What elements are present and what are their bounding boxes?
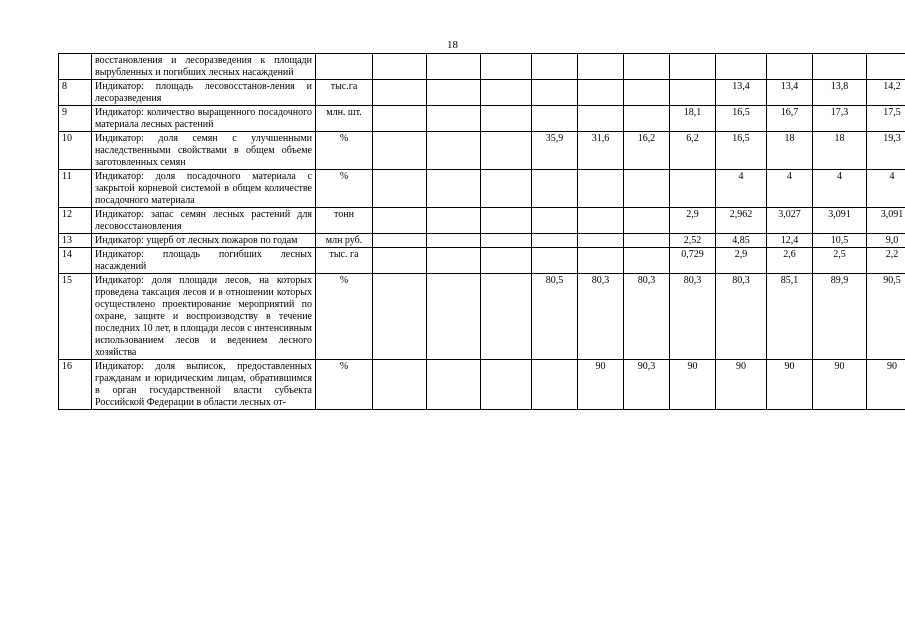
row-number-cell (59, 54, 92, 80)
value-cell (427, 234, 481, 248)
value-cell (427, 170, 481, 208)
value-cell (578, 248, 624, 274)
value-cell: 80,3 (670, 274, 716, 360)
value-cell: 6,2 (670, 132, 716, 170)
value-cell: 90,5 (867, 274, 905, 360)
value-cell (427, 54, 481, 80)
value-cell: 19,3 (867, 132, 905, 170)
value-cell (481, 54, 532, 80)
value-cell: 90 (578, 360, 624, 410)
value-cell (373, 274, 427, 360)
value-cell: 9,0 (867, 234, 905, 248)
value-cell (716, 54, 767, 80)
table-row (59, 106, 905, 132)
value-cell (767, 54, 813, 80)
unit-cell (316, 54, 373, 80)
value-cell (373, 54, 427, 80)
value-cell: 16,2 (624, 132, 670, 170)
value-cell: 16,5 (716, 132, 767, 170)
value-cell: 4 (867, 170, 905, 208)
value-cell: 3,091 (867, 208, 905, 234)
row-number-cell: 12 (59, 208, 92, 234)
value-cell (427, 106, 481, 132)
row-number-cell: 16 (59, 360, 92, 410)
value-cell (532, 208, 578, 234)
value-cell: 13,8 (813, 80, 867, 106)
value-cell: 89,9 (813, 274, 867, 360)
indicator-name-cell: Индикатор: доля площади лесов, на которых проведена таксация лесов и в отношении которых осуществлено проектирование мероприятий по охране, защите и воспроизводству в течение последних 10 лет, в площади лесов с интенсивным использованием лесов и ведением лесного хозяйства (92, 274, 316, 360)
value-cell (578, 54, 624, 80)
value-cell (624, 54, 670, 80)
value-cell (532, 234, 578, 248)
value-cell: 2,52 (670, 234, 716, 248)
value-cell: 80,5 (532, 274, 578, 360)
table-row (59, 170, 905, 208)
value-cell (578, 208, 624, 234)
value-cell: 2,9 (670, 208, 716, 234)
table-row (59, 132, 905, 170)
value-cell: 4 (716, 170, 767, 208)
value-cell (427, 248, 481, 274)
table-row (59, 80, 905, 106)
value-cell (624, 80, 670, 106)
value-cell: 31,6 (578, 132, 624, 170)
value-cell (867, 54, 905, 80)
value-cell: 12,4 (767, 234, 813, 248)
value-cell (481, 208, 532, 234)
value-cell: 4 (767, 170, 813, 208)
value-cell: 90 (716, 360, 767, 410)
unit-cell: % (316, 274, 373, 360)
indicator-table (58, 53, 905, 410)
value-cell (427, 80, 481, 106)
value-cell: 16,5 (716, 106, 767, 132)
value-cell (670, 170, 716, 208)
value-cell (481, 274, 532, 360)
unit-cell: тонн (316, 208, 373, 234)
value-cell (373, 234, 427, 248)
value-cell: 0,729 (670, 248, 716, 274)
value-cell: 90 (867, 360, 905, 410)
value-cell (624, 170, 670, 208)
value-cell (532, 248, 578, 274)
value-cell: 90,3 (624, 360, 670, 410)
value-cell (427, 274, 481, 360)
value-cell (624, 208, 670, 234)
value-cell: 90 (767, 360, 813, 410)
value-cell: 3,091 (813, 208, 867, 234)
value-cell (481, 360, 532, 410)
value-cell (813, 54, 867, 80)
value-cell: 16,7 (767, 106, 813, 132)
value-cell (481, 80, 532, 106)
value-cell (578, 170, 624, 208)
value-cell (481, 248, 532, 274)
value-cell: 80,3 (716, 274, 767, 360)
value-cell: 2,5 (813, 248, 867, 274)
value-cell (670, 54, 716, 80)
table-row (59, 248, 905, 274)
value-cell: 2,2 (867, 248, 905, 274)
value-cell: 35,9 (532, 132, 578, 170)
value-cell: 4 (813, 170, 867, 208)
table-row (59, 234, 905, 248)
value-cell: 80,3 (624, 274, 670, 360)
value-cell: 80,3 (578, 274, 624, 360)
row-number-cell: 14 (59, 248, 92, 274)
unit-cell: тыс.га (316, 80, 373, 106)
page-number: 18 (447, 39, 458, 51)
value-cell: 2,9 (716, 248, 767, 274)
value-cell: 4,85 (716, 234, 767, 248)
table-row (59, 360, 905, 410)
value-cell: 10,5 (813, 234, 867, 248)
value-cell: 14,2 (867, 80, 905, 106)
value-cell (481, 132, 532, 170)
value-cell (427, 132, 481, 170)
value-cell (532, 170, 578, 208)
indicator-name-cell: Индикатор: площадь погибших лесных насаждений (92, 248, 316, 274)
indicator-name-cell: Индикатор: запас семян лесных растений для лесовосстановления (92, 208, 316, 234)
value-cell (373, 80, 427, 106)
value-cell (373, 248, 427, 274)
value-cell (481, 170, 532, 208)
value-cell (624, 248, 670, 274)
unit-cell: % (316, 132, 373, 170)
value-cell (373, 360, 427, 410)
row-number-cell: 15 (59, 274, 92, 360)
value-cell (624, 234, 670, 248)
indicator-name-cell: Индикатор: количество выращенного посадочного материала лесных растений (92, 106, 316, 132)
value-cell (373, 106, 427, 132)
value-cell (532, 360, 578, 410)
unit-cell: % (316, 360, 373, 410)
value-cell: 3,027 (767, 208, 813, 234)
value-cell (532, 106, 578, 132)
value-cell: 2,962 (716, 208, 767, 234)
value-cell: 13,4 (716, 80, 767, 106)
table-row (59, 274, 905, 360)
indicator-name-cell: Индикатор: доля посадочного материала с закрытой корневой системой в общем количестве посадочного материала (92, 170, 316, 208)
value-cell: 17,5 (867, 106, 905, 132)
value-cell (670, 80, 716, 106)
indicator-name-cell: Индикатор: доля выписок, предоставленных гражданам и юридическим лицам, обратившимся в орган государственной власти субъекта Российской Федерации в области лесных от- (92, 360, 316, 410)
table-row (59, 54, 905, 80)
value-cell (624, 106, 670, 132)
value-cell: 18 (767, 132, 813, 170)
table-row (59, 208, 905, 234)
row-number-cell: 11 (59, 170, 92, 208)
value-cell: 85,1 (767, 274, 813, 360)
value-cell (373, 132, 427, 170)
row-number-cell: 8 (59, 80, 92, 106)
value-cell (427, 208, 481, 234)
row-number-cell: 13 (59, 234, 92, 248)
value-cell (578, 234, 624, 248)
indicator-name-cell: Индикатор: площадь лесовосстанов-ления и лесоразведения (92, 80, 316, 106)
value-cell (481, 106, 532, 132)
unit-cell: % (316, 170, 373, 208)
indicator-name-cell: Индикатор: доля семян с улучшенными наследственными свойствами в общем объеме заготовленных семян (92, 132, 316, 170)
value-cell (427, 360, 481, 410)
value-cell: 2,6 (767, 248, 813, 274)
row-number-cell: 10 (59, 132, 92, 170)
value-cell: 13,4 (767, 80, 813, 106)
indicator-name-cell: восстановления и лесоразведения к площади вырубленных и погибших лесных насаждений (92, 54, 316, 80)
value-cell (373, 170, 427, 208)
value-cell (481, 234, 532, 248)
indicator-name-cell: Индикатор: ущерб от лесных пожаров по годам (92, 234, 316, 248)
value-cell (373, 208, 427, 234)
value-cell (578, 80, 624, 106)
value-cell: 90 (813, 360, 867, 410)
value-cell: 18 (813, 132, 867, 170)
value-cell: 18,1 (670, 106, 716, 132)
value-cell (532, 80, 578, 106)
value-cell: 90 (670, 360, 716, 410)
unit-cell: млн руб. (316, 234, 373, 248)
unit-cell: тыс. га (316, 248, 373, 274)
value-cell: 17,3 (813, 106, 867, 132)
value-cell (578, 106, 624, 132)
value-cell (532, 54, 578, 80)
row-number-cell: 9 (59, 106, 92, 132)
unit-cell: млн. шт. (316, 106, 373, 132)
